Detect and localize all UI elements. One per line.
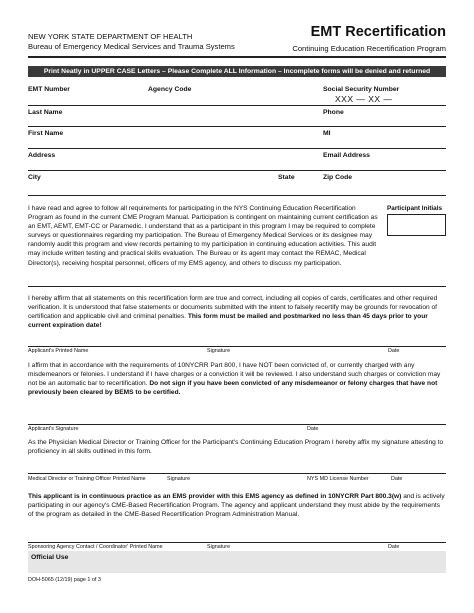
phone-label: Phone bbox=[323, 109, 344, 116]
bureau-name: Bureau of Emergency Medical Services and Trauma Systems bbox=[28, 42, 235, 51]
date-label: Date bbox=[391, 476, 403, 482]
email-label: Email Address bbox=[323, 152, 370, 159]
agency-paragraph bbox=[28, 492, 446, 519]
section-rule bbox=[28, 286, 446, 287]
mi-label: MI bbox=[323, 130, 331, 137]
agency-contact-label: Sponsoring Agency Contact / Coordinator' Printed Name bbox=[28, 544, 163, 550]
signature-line[interactable] bbox=[28, 542, 446, 543]
row-rule bbox=[28, 195, 446, 196]
signature-label: Signature bbox=[207, 348, 231, 354]
official-use-label: Official Use bbox=[31, 554, 69, 561]
emt-number-label: EMT Number bbox=[28, 86, 70, 93]
participant-initials-box[interactable] bbox=[387, 214, 446, 236]
date-label: Date bbox=[388, 348, 400, 354]
form-footer: DOH-5065 (12/19) page 1 of 3 bbox=[28, 577, 101, 583]
department-name: NEW YORK STATE DEPARTMENT OF HEALTH bbox=[28, 32, 193, 41]
applicant-signature-label: Applicant's Signature bbox=[28, 426, 79, 432]
physician-attestation-text: As the Physician Medical Director or Training Officer for the Participant's Continuing Education Program I hereby affix my signature attesting to proficiency in all skills outlined in this form. bbox=[28, 439, 444, 456]
signature-line[interactable] bbox=[28, 424, 446, 425]
zip-label: Zip Code bbox=[323, 174, 353, 181]
date-label: Date bbox=[388, 544, 400, 550]
row-rule bbox=[28, 105, 446, 106]
row-rule bbox=[28, 148, 446, 149]
agency-statement-text: and is actively participating in our agency's CME-Based Recertification Program. The agency and applicant understand they must abide by the requirements of the program as detailed in the CME-Based Recertification Program Administration Manual. bbox=[28, 493, 445, 519]
state-label: State bbox=[278, 174, 295, 181]
address-label: Address bbox=[28, 152, 56, 159]
director-printed-name-label: Medical Director or Training Officer Printed Name bbox=[28, 476, 146, 482]
affirm-text: I hereby affirm that all statements on this recertification form are true and correct, including all copies of cards, certificates and other required verification. It is understood that false statements or documents submitted with the intent to falsely recertify may be grounds for revocation of certification and applicable civil and criminal penalties. bbox=[28, 295, 438, 321]
signature-line[interactable] bbox=[28, 346, 446, 347]
signature-label: Signature bbox=[207, 544, 231, 550]
ssn-label: Social Security Number bbox=[323, 86, 400, 93]
applicant-printed-name-label: Applicant's Printed Name bbox=[28, 348, 89, 354]
conviction-warning: Do not sign if you have been convicted of any misdemeanor or felony charges that have not previously been cleared by BEMS to be certified. bbox=[28, 380, 438, 397]
md-license-label: NYS MD License Number bbox=[307, 476, 369, 482]
initials-label: Participant Initials bbox=[387, 205, 443, 212]
city-label: City bbox=[28, 174, 41, 181]
date-label: Date bbox=[307, 426, 319, 432]
form-subtitle: Continuing Education Recertification Program bbox=[292, 44, 446, 53]
agency-code-label: Agency Code bbox=[148, 86, 192, 93]
signature-label: Signature bbox=[167, 476, 191, 482]
affirm-deadline: This form must be mailed and postmarked no less than 45 days prior to your current expiration date! bbox=[28, 313, 428, 330]
agreement-text: I have read and agree to follow all requirements for participating in the NYS Continuing Education Recertification Program as found in the current CME Program Manual. Participation is contingent on maintaining current certification as an EMT, AEMT, EMT-CC or Paramedic. I understand that as a participant in this program I may be required to complete surveys or questionnaires regarding my participation. The Bureau of Emergency Medical Services or its designee may randomly audit this program and view records pertaining to my participation in continuing education activities. This audit may include written testing and practical skills evaluation. The Bureau or its agent may contact the REMAC, Medical Director(s), receiving hospital personnel, officers of my EMS agency, and others to discuss my participation. bbox=[28, 205, 378, 267]
row-rule bbox=[28, 126, 446, 127]
ssn-mask: XXX — XX — bbox=[335, 94, 393, 104]
conviction-paragraph bbox=[28, 361, 446, 397]
header-left bbox=[28, 32, 235, 52]
row-rule bbox=[28, 170, 446, 171]
form-title: EMT Recertification bbox=[310, 24, 446, 40]
agency-statement-bold: This applicant is in continuous practice as an EMS provider with this EMS agency as defined in 10NYCRR Part 800.3(w) bbox=[28, 493, 402, 500]
instructions-banner: Print Neatly in UPPER CASE Letters – Please Complete ALL Information – Incomplete forms will be denied and returned bbox=[28, 66, 446, 77]
conviction-text: I affirm that in accordance with the requirements of 10NYCRR Part 800, I have NOT been convicted of, or currently charged with any misdemeanors or felonies. I understand if I have charges or a conviction it will be reviewed. I also understand such charges or conviction may not be an automatic bar to recertification. bbox=[28, 362, 441, 388]
last-name-label: Last Name bbox=[28, 109, 63, 116]
affirm-paragraph bbox=[28, 294, 446, 330]
official-use-box bbox=[28, 551, 446, 573]
header-rule bbox=[28, 56, 446, 58]
first-name-label: First Name bbox=[28, 130, 64, 137]
signature-line[interactable] bbox=[28, 473, 446, 474]
